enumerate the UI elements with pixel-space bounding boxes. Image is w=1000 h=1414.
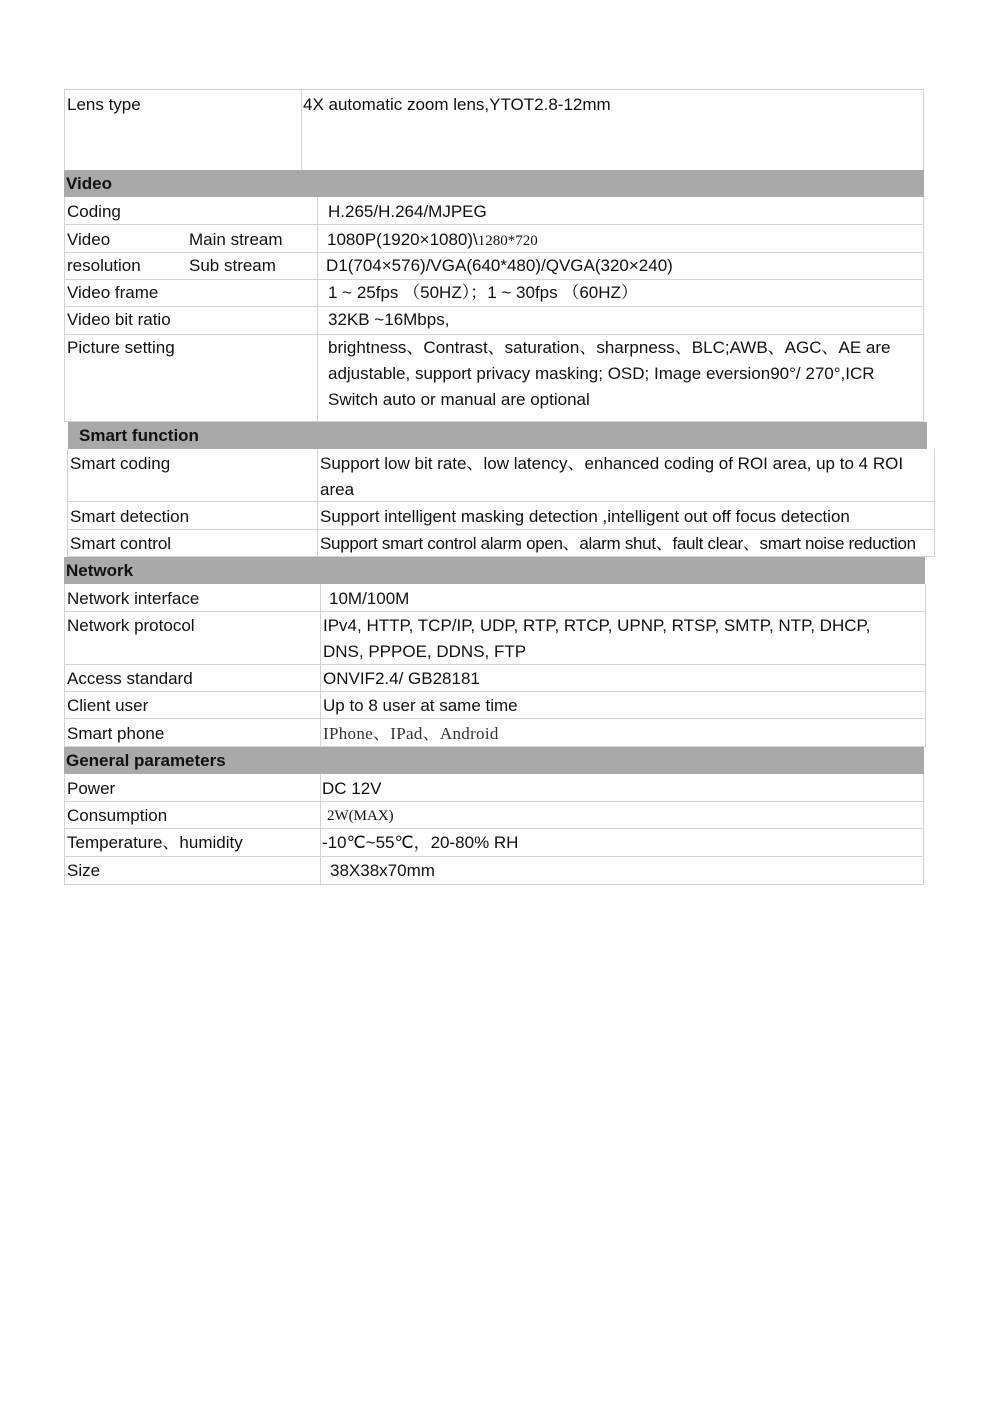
power-row [65,774,923,802]
general-section-header [64,747,924,774]
general-section-title: General parameters [66,751,226,770]
consumption-label: Consumption [67,806,168,825]
video-section-header [64,170,924,197]
temperature-row [65,829,923,857]
lens-type-row [64,89,924,170]
smart-coding-label: Smart coding [70,454,171,473]
access-standard-value: ONVIF2.4/ GB28181 [323,669,480,688]
lens-type-value: 4X automatic zoom lens,YTOT2.8-12mm [303,95,611,114]
coding-label: Coding [67,202,121,221]
client-user-value: Up to 8 user at same time [323,696,518,715]
main-stream-row [65,225,923,253]
smart-coding-line2: area [320,480,355,499]
picture-setting-line1: brightness、Contrast、saturation、sharpness、BLC;AWB、AGC、AE are [328,338,891,357]
smart-control-row [68,530,934,557]
size-row [65,857,923,885]
consumption-value: 2W(MAX) [327,808,394,824]
network-interface-value: 10M/100M [329,589,410,608]
smart-control-value: Support smart control alarm open、alarm shut、fault clear、smart noise reduction [320,534,916,553]
bit-ratio-value: 32KB ~16Mbps, [328,310,450,329]
access-standard-label: Access standard [67,669,193,688]
power-label: Power [67,779,116,798]
picture-setting-label: Picture setting [67,338,175,357]
sub-stream-value: D1(704×576)/VGA(640*480)/QVGA(320×240) [326,256,673,275]
coding-row [65,197,923,225]
smart-detection-row [68,502,934,530]
power-value: DC 12V [322,779,382,798]
main-stream-value: 1080P(1920×1080)\1280*720 [327,230,538,249]
network-interface-row [65,584,925,612]
smart-phone-row [65,719,925,747]
video-section-title: Video [66,174,112,193]
sub-stream-row [65,253,923,280]
temperature-value: -10℃~55℃，20-80% RH [322,833,519,852]
picture-setting-line3: Switch auto or manual are optional [328,390,590,409]
network-table [64,584,926,747]
sub-stream-label: Sub stream [189,256,276,275]
client-user-label: Client user [67,696,149,715]
video-frame-value: 1 ~ 25fps （50HZ）；1 ~ 30fps （60HZ） [328,283,638,302]
bit-ratio-label: Video bit ratio [67,310,171,329]
smart-coding-row [68,449,934,502]
lens-type-label: Lens type [67,95,141,114]
smart-detection-value: Support intelligent masking detection ,intelligent out off focus detection [320,507,850,526]
video-table [64,197,924,422]
smart-section-title: Smart function [79,426,199,445]
smart-coding-line1: Support low bit rate、low latency、enhanced coding of ROI area, up to 4 ROI [320,454,904,473]
network-section-title: Network [66,561,134,580]
main-stream-label: Main stream [189,230,283,249]
network-protocol-line1: IPv4, HTTP, TCP/IP, UDP, RTP, RTCP, UPNP, RTSP, SMTP, NTP, DHCP, [323,616,871,635]
video-frame-row [65,280,923,307]
size-value: 38X38x70mm [330,861,435,880]
coding-value: H.265/H.264/MJPEG [328,202,487,221]
network-protocol-label: Network protocol [67,616,195,635]
picture-setting-row [65,335,923,422]
resolution-label-line2: resolution [67,256,141,275]
resolution-label-line1: Video [67,230,111,249]
general-table [64,774,924,885]
network-interface-label: Network interface [67,589,200,608]
network-protocol-row [65,612,925,665]
temperature-label: Temperature、humidity [67,833,243,852]
bit-ratio-row [65,307,923,335]
smart-section-header [68,422,927,449]
size-label: Size [67,861,101,880]
network-section-header [64,557,925,584]
smart-detection-label: Smart detection [70,507,190,526]
smart-phone-label: Smart phone [67,724,165,743]
picture-setting-line2: adjustable, support privacy masking; OSD; Image eversion90°/ 270°,ICR [328,364,875,383]
video-frame-label: Video frame [67,283,159,302]
network-protocol-line2: DNS, PPPOE, DDNS, FTP [323,642,527,661]
smart-phone-value: IPhone、IPad、Android [323,724,499,743]
consumption-row [65,802,923,829]
smart-control-label: Smart control [70,534,172,553]
access-standard-row [65,665,925,692]
smart-table [67,449,935,557]
client-user-row [65,692,925,719]
